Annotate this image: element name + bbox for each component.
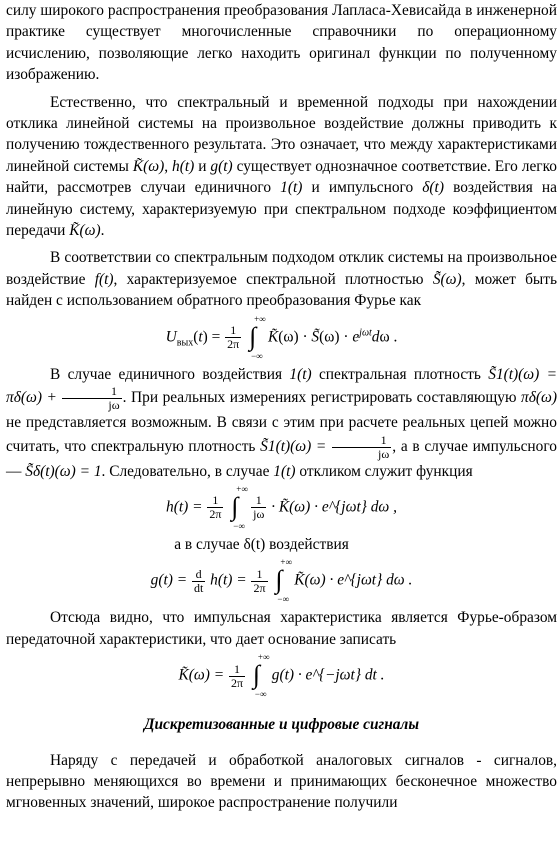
integral-sign: +∞ ∫ −∞: [275, 557, 292, 605]
paragraph-3: В соответствии со спектральным подходом отклик системы на произвольное воздействие f(t), характеризуемое спектральной плотностью S̃(ω), может быть найден с использованием обратного преобразования Фурье как: [6, 249, 557, 310]
formula-S1: S̃1(t)(ω) = πδ(ω) + $\frac{1}{j\omega}$ .: [6, 365, 557, 413]
integral-sign: +∞ ∫ −∞: [252, 652, 270, 700]
integral-sign: +∞ ∫ −∞: [231, 483, 248, 531]
equation-output: $U_{вых}(t)$ = $\frac{1}{2\pi}$ +∞ ∫ −∞ K̃(ω) · S̃(ω) · $e^{j\omega t}d\omega$ .: [165, 313, 398, 361]
fraction: $\frac{1}{2\pi}$: [227, 323, 240, 352]
formula-S1-approx: S̃1(t)(ω) = $\frac{1}{j\omega}$: [260, 432, 390, 461]
paragraph-5: а в случае δ(t) воздействия: [174, 535, 349, 553]
equation-g: g(t) = $\frac{d}{dt}$ h(t) = $\frac{1}{2\pi}$ +∞ ∫ −∞ K̃(ω) · e^{jωt} dω .: [150, 557, 413, 605]
paragraph-4: В случае единичного воздействия 1(t) спектральная плотность S̃1(t)(ω) = πδ(ω) + $\frac{1}{j\omega}$ . При реальных измерениях регистрировать составляющую πδ(ω) не представляется возможным. В связи с этим при расчете реальных цепей можно считать, что спектральную плотность S̃1(t)(ω) = $\frac{1}{j\omega}$ , а в случае импульсного — S̃δ(t)(ω) = 1. Следовательно, в случае 1(t) откликом служит функция: [6, 365, 557, 480]
equation-K: K̃(ω) = $\frac{1}{2\pi}$ +∞ ∫ −∞ g(t) · e^{−jωt} dt .: [178, 652, 385, 700]
paragraph-2: Естественно, что спектральный и временной подходы при нахождении отклика линейной системы на произвольное воздействие должны приводить к получению тождественного результата. Это означает, что между характеристиками линейной системы K̃(ω), h(t) и g(t) существует однозначное соответствие. Его легко найти, рассмотрев случаи единичного 1(t) и импульсного δ(t) воздействия на линейную систему, характеризуемую при спектральном подходе коэффициентом передачи K̃(ω).: [6, 93, 557, 240]
formula-Sdelta: S̃δ(t)(ω) = 1: [25, 462, 102, 480]
section-heading: Дискретизованные и цифровые сигналы: [143, 716, 420, 734]
paragraph-6: Отсюда видно, что импульсная характеристика является Фурье-образом передаточной характеристики, что дает основание записать: [6, 609, 557, 648]
integral-sign: +∞ ∫ −∞: [249, 313, 266, 361]
paragraph-7: Наряду с передачей и обработкой аналоговых сигналов - сигналов, непрерывно меняющихся во времени и принимающих бесконечное множество мгновенных значений, широкое распространение получили: [6, 751, 557, 812]
equation-h: h(t) = $\frac{1}{2\pi}$ +∞ ∫ −∞ $\frac{1}{j\omega}$ · K̃(ω) · e^{jωt} dω ,: [166, 483, 397, 531]
paragraph-1: силу широкого распространения преобразования Лапласа-Хевисайда в инженерной практике существует многочисленные справочники по операционному исчислению, позволяющие легко находить оригинал функции по полученному изображению.: [6, 2, 557, 84]
